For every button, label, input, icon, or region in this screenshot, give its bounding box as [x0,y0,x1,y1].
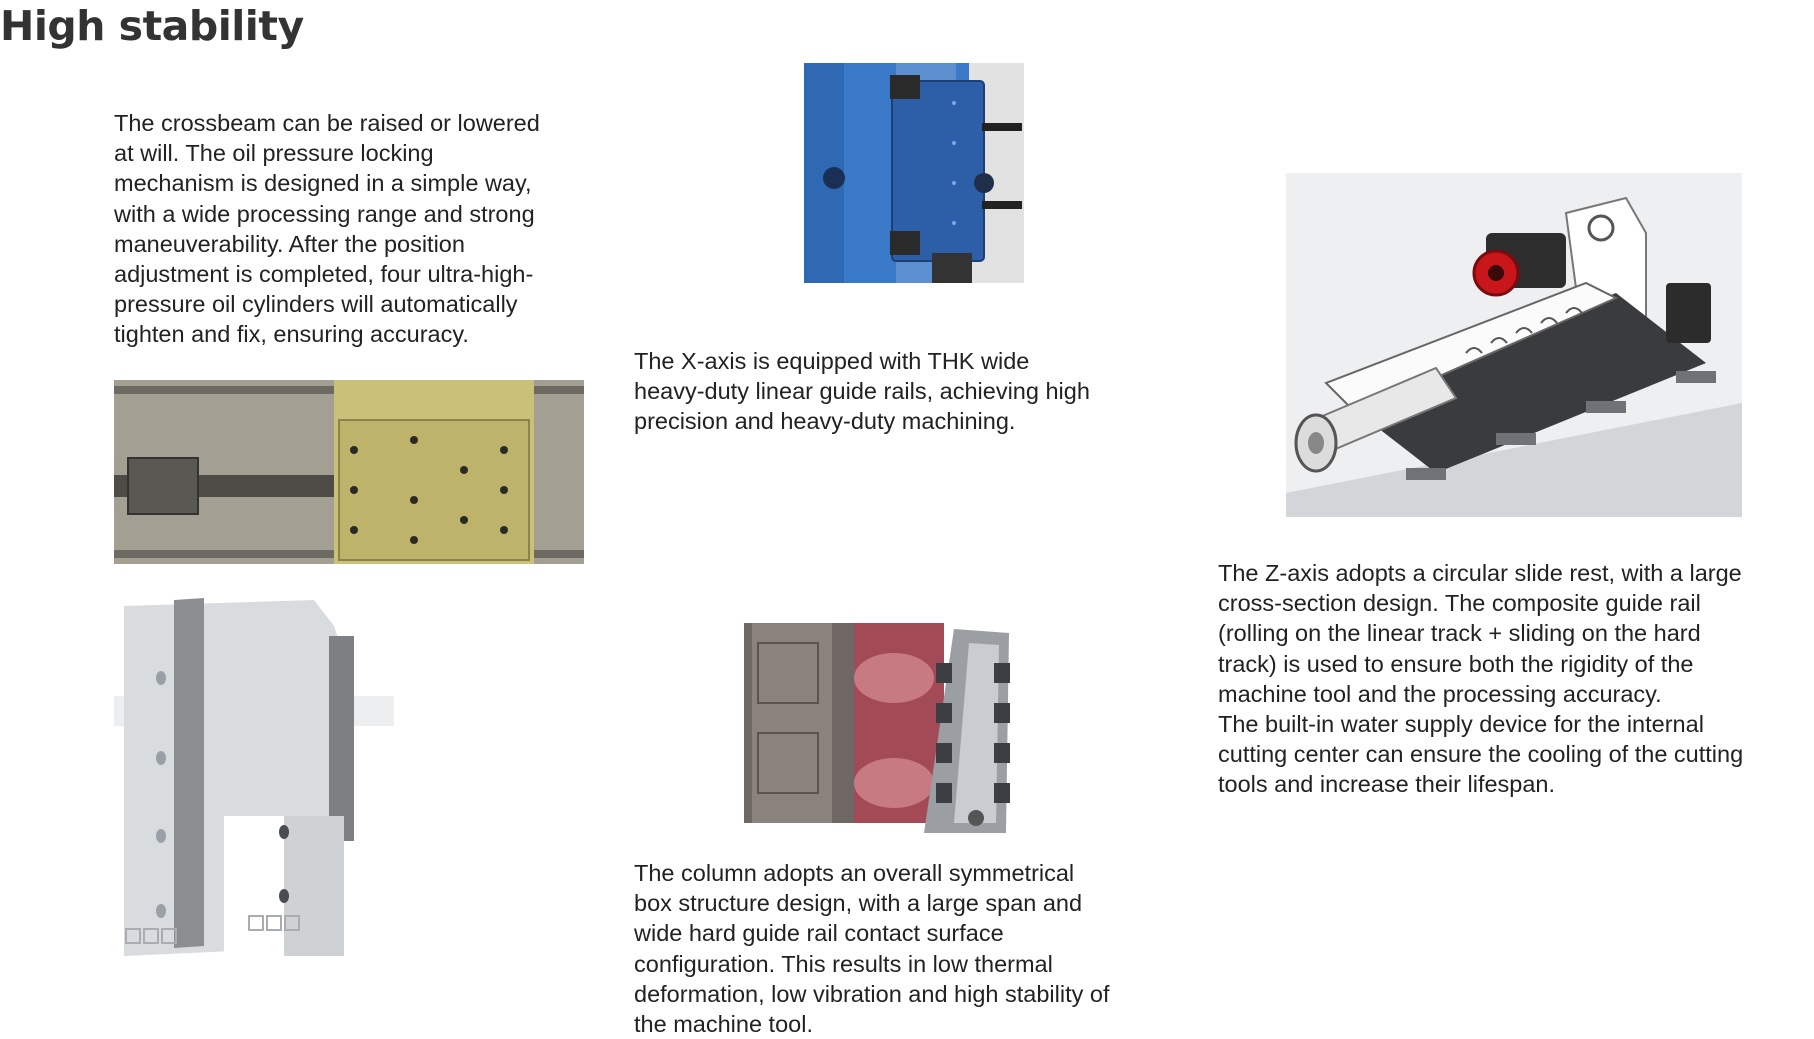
text-line: cross-section design. The composite guide rail [1218,590,1701,617]
crossbeam-guide-rail-photo [114,380,584,564]
text-line: pressure oil cylinders will automatically [114,291,518,318]
text-line: the machine tool. [634,1011,813,1038]
text-line: tighten and fix, ensuring accuracy. [114,321,469,348]
text-line: track) is used to ensure both the rigidity of the [1218,650,1694,677]
text-line: adjustment is completed, four ultra-high- [114,261,534,288]
text-line: precision and heavy-duty machining. [634,408,1016,435]
text-line: deformation, low vibration and high stability of [634,980,1110,1007]
text-line: at will. The oil pressure locking [114,140,434,167]
page-title: High stability [0,2,304,50]
text-line: The X-axis is equipped with THK wide [634,348,1030,374]
text-line: configuration. This results in low thermal [634,950,1053,977]
text-line: wide hard guide rail contact surface [634,920,1004,947]
text-line: heavy-duty linear guide rails, achieving high [634,378,1090,405]
text-line: The column adopts an overall symmetrical [634,860,1075,886]
crossbeam-description [114,108,540,350]
text-line: tools and increase their lifespan. [1218,771,1556,798]
text-line: with a wide processing range and strong [114,200,535,227]
text-line: (rolling on the linear track + sliding on the hard [1218,620,1701,647]
column-description [634,858,1110,1039]
column-casting-render [114,596,394,960]
x-axis-description [634,346,1090,437]
text-line: maneuverability. After the position [114,230,465,257]
text-line: The crossbeam can be raised or lowered [114,110,540,136]
text-line: mechanism is designed in a simple way, [114,170,532,197]
column-box-structure-photo [744,623,1044,833]
x-axis-slide-photo [804,63,1024,283]
z-axis-slide-rest-render [1286,173,1742,517]
text-line: box structure design, with a large span and [634,890,1083,917]
text-line: The Z-axis adopts a circular slide rest, with a large [1218,560,1742,586]
text-line: The built-in water supply device for the internal [1218,711,1704,738]
z-axis-description [1218,558,1743,800]
text-line: machine tool and the processing accuracy. [1218,680,1662,707]
text-line: cutting center can ensure the cooling of the cutting [1218,741,1744,768]
